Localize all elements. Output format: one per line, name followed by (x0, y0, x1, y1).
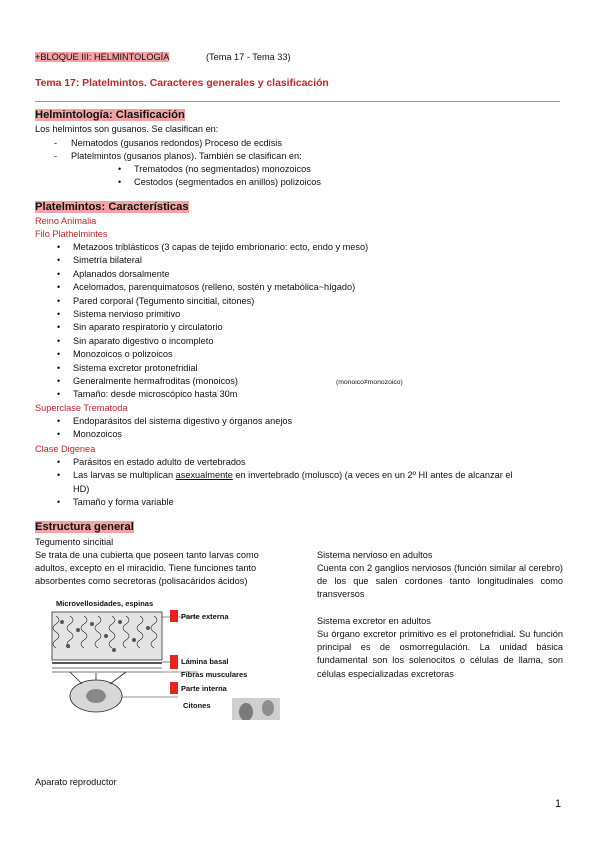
class-item2-b: en invertebrado (molusco) (a veces en un 2º HI antes de alcanzar el (232, 470, 513, 481)
phylum-label: Filo Plathelmintes (35, 229, 108, 239)
list-item: • Parásitos en estado adulto de vertebrados (57, 456, 563, 469)
topic-title: Tema 17: Platelmintos. Caracteres generales y clasificación (35, 78, 329, 89)
classification-intro: Los helmintos son gusanos. Se clasifican en: (35, 124, 219, 134)
class-item2-c: HD) (73, 483, 90, 494)
divider (35, 101, 560, 102)
list-item: • Endoparásitos del sistema digestivo y órganos anejos (57, 415, 292, 428)
nervous-title: Sistema nervioso en adultos (317, 550, 433, 560)
label-parte-externa: Parte externa (181, 612, 229, 621)
list-item: • Metazoos triblásticos (3 capas de tejido embrionario: ecto, endo y meso) (57, 241, 368, 254)
list-item: • Generalmente hermafroditas (monoicos) (57, 375, 368, 388)
list-item: • Tamaño: desde microscópico hasta 30m (57, 388, 368, 401)
list-item: • Aplanados dorsalmente (57, 268, 368, 281)
label-citones: Citones (183, 701, 211, 710)
red-marker (170, 655, 178, 669)
list-item (57, 469, 563, 482)
list-item: - Platelmintos (gusanos planos). También se clasifican en: (54, 150, 302, 163)
monoico-note: (monoico≠monozoico) (336, 379, 403, 386)
classification-heading (35, 108, 185, 122)
structure-heading-text: Estructura general (35, 521, 134, 533)
list-item: • Tamaño y forma variable (57, 496, 563, 509)
list-item: • Pared corporal (Tegumento sincitial, citones) (57, 295, 368, 308)
list-item: • Monozoicos (57, 428, 292, 441)
block-title: +BLOQUE III: HELMINTOLOGÍA (35, 52, 169, 62)
excretor-text: Su órgano excretor primitivo es el protonefridial. Su función principal es de osmorregulación. La unidad básica fundamental son los solenocitos o células de llama, son células especializadas excretoras (317, 629, 563, 679)
list-item: - Nematodos (gusanos redondos) Proceso de ecdisis (54, 137, 302, 150)
label-parte-interna: Parte interna (181, 684, 227, 693)
list-item: • Monozoicos o polizoicos (57, 348, 368, 361)
classification-list (54, 137, 302, 163)
class-label: Clase Digenea (35, 444, 96, 454)
nervous-text: Cuenta con 2 ganglios nerviosos (función similar al cerebro) de los que salen cordones tanto longitudinales como transversos (317, 563, 563, 600)
list-item: • Acelomados, parenquimatosos (relleno, sostén y metabólica~hígado) (57, 281, 368, 294)
block-range: (Tema 17 - Tema 33) (205, 52, 291, 62)
structure-heading (35, 520, 134, 534)
list-item: • Simetría bilateral (57, 254, 368, 267)
list-item: • Cestodos (segmentados en anillos) polizoicos (118, 176, 321, 189)
red-marker (170, 610, 178, 622)
list-item: • Trematodos (no segmentados) monozoicos (118, 163, 321, 176)
list-item: • Sin aparato digestivo o incompleto (57, 335, 368, 348)
superclass-label: Superclase Trematoda (35, 403, 128, 413)
tegument-diagram (48, 600, 280, 720)
tegument-title: Tegumento sincitial (35, 537, 114, 547)
class-list (57, 456, 563, 510)
characteristics-heading-text: Platelmintos: Características (35, 201, 189, 213)
block-title-line (35, 51, 291, 64)
classification-heading-text: Helmintología: Clasificación (35, 109, 185, 121)
classification-sublist (118, 163, 321, 190)
label-microvellosidades: Microvellosidades, espinas (56, 599, 154, 608)
list-item-continuation (57, 483, 563, 496)
phylum-list (57, 241, 368, 402)
reproductor-title: Aparato reproductor (35, 777, 117, 787)
kingdom-label: Reino Animalia (35, 216, 97, 226)
tegument-text: Se trata de una cubierta que poseen tanto larvas como adultos, excepto en el miracidio. Tiene funciones tanto absorbentes como secretoras (polisacáridos ácidos) (35, 550, 259, 587)
red-marker (170, 682, 178, 694)
label-fibras: Fibras musculares (181, 670, 248, 679)
superclass-list (57, 415, 292, 442)
list-item: • Sin aparato respiratorio y circulatorio (57, 321, 368, 334)
list-item: • Sistema excretor protonefridial (57, 362, 368, 375)
list-item: • Sistema nervioso primitivo (57, 308, 368, 321)
class-item2-a: Las larvas se multiplican (73, 470, 176, 481)
tegument-diagram-image (48, 600, 280, 720)
label-lamina-basal: Lámina basal (181, 657, 229, 666)
excretor-title: Sistema excretor en adultos (317, 616, 431, 626)
characteristics-heading (35, 200, 189, 214)
page-number: 1 (555, 798, 562, 810)
class-item2-underlined: asexualmente (175, 470, 233, 481)
